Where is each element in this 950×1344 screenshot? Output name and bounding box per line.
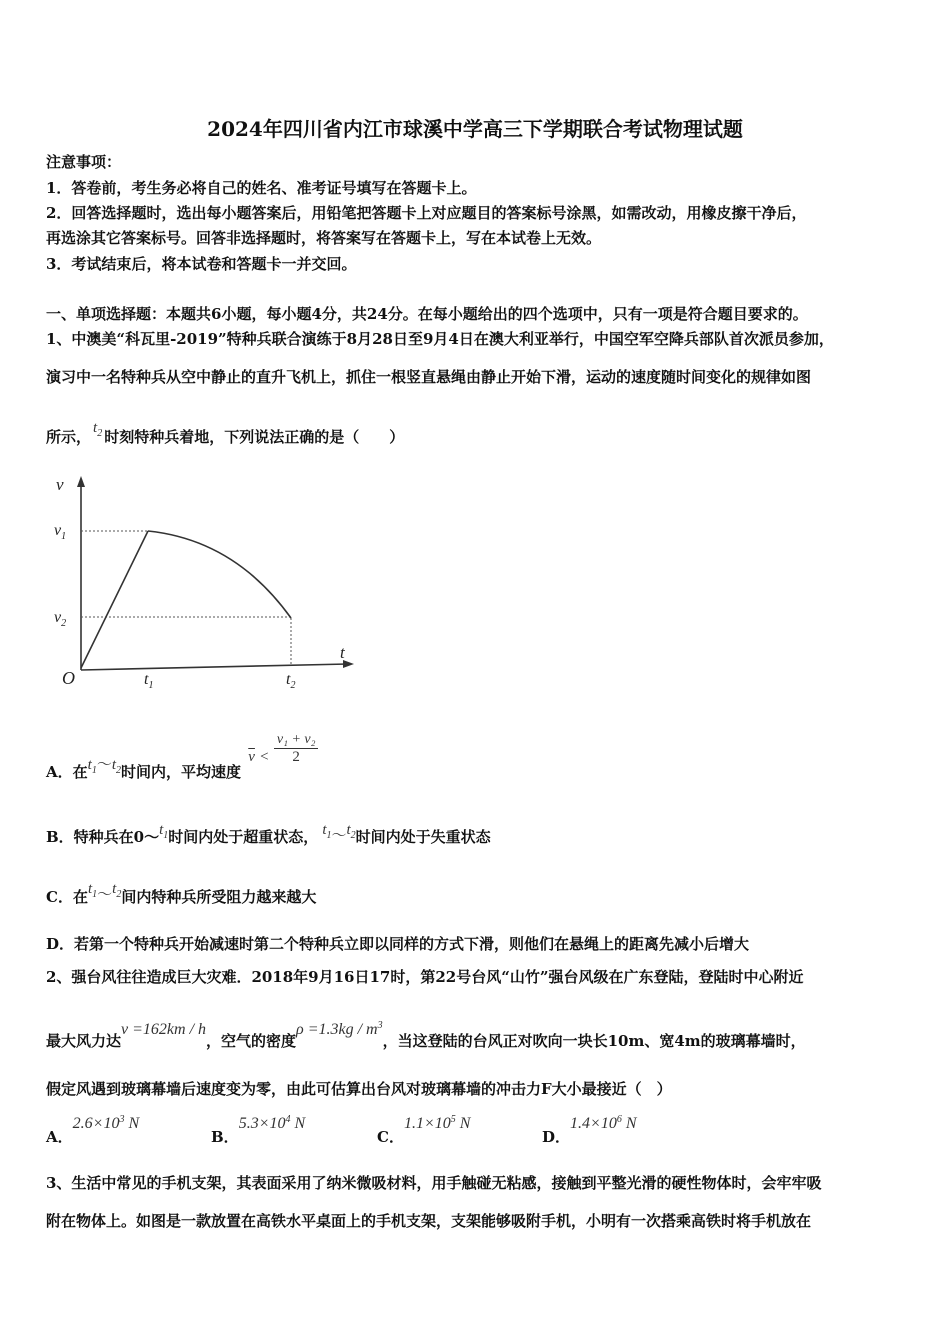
t-axis-label: t [340,643,345,662]
v2-label: $v_2$ [54,609,67,629]
q1-option-a: A．在$t_1\sim t_2$时间内，平均速度 $\overline{v}$ < $\frac{\text{v₁ + v₂}}{2}$ [46,732,318,766]
velocity-time-graph [50,470,360,695]
q3-line: 附在物体上。如图是一款放置在高铁水平桌面上的手机支架，支架能够吸附手机，小明有一次搭乘高铁时将手机放在 [46,1212,812,1230]
v-axis-arrow [77,476,85,487]
notice-heading: 注意事项： [46,153,122,171]
q3-line: 3、生活中常见的手机支架，其表面采用了纳米微吸材料，用手触碰无粘感，接触到平整光滑的硬性物体时，会牢牢吸 [46,1174,822,1192]
t1-label: $t_1$ [144,671,154,691]
q2-line: 2、强台风往往造成巨大灾难．2018年9月16日17时，第22号台风“山竹”强台风级在广东登陆，登陆时中心附近 [46,968,804,986]
acceleration-segment [81,531,148,668]
deceleration-curve [148,531,291,618]
notice-item: 3．考试结束后，将本试卷和答题卡一并交回。 [46,255,357,273]
q2-option-a: A．$2.6\times 10^3$ N [46,1114,140,1146]
q1-option-b: B．特种兵在$0\sim t_1$时间内处于超重状态， $t_1\sim t_2$时间内处于失重状态 [46,822,491,846]
notice-item: 2．回答选择题时，选出每小题答案后，用铅笔把答题卡上对应题目的答案标号涂黑，如需改动，用橡皮擦干净后， [46,204,807,222]
q2-line: 假定风遇到玻璃幕墙后速度变为零，由此可估算出台风对玻璃幕墙的冲击力F大小最接近（ ） [46,1080,672,1098]
origin-label: O [62,668,75,688]
section-heading: 一、单项选择题：本题共6小题，每小题4分，共24分。在每小题给出的四个选项中，只有一项是符合题目要求的。 [46,305,808,323]
page-title: 2024年四川省内江市球溪中学高三下学期联合考试物理试题 [207,117,743,141]
t-axis [81,664,348,670]
q2-option-d: D．$1.4\times 10^6$ N [542,1114,637,1146]
v-axis-label: v [56,475,64,494]
q2-option-c: C．$1.1\times 10^5$ N [377,1114,471,1146]
notice-item: 再选涂其它答案标号。回答非选择题时，将答案写在答题卡上，写在本试卷上无效。 [46,229,602,247]
t2-label: $t_2$ [286,671,296,691]
q1-line: 所示， $t_2$ 时刻特种兵着地，下列说法正确的是（ ） [46,420,405,446]
v1-label: $v_1$ [54,522,67,542]
q1-line: 1、中澳美“科瓦里-2019”特种兵联合演练于8月28日至9月4日在澳大利亚举行，中国空军空降兵部队首次派员参加， [46,330,834,348]
notice-item: 1．答卷前，考生务必将自己的姓名、准考证号填写在答题卡上。 [46,179,477,197]
q1-option-c: C．在$t_1\sim t_2$间内特种兵所受阻力越来越大 [46,881,317,906]
q2-line: 最大风力达v =162km / h，空气的密度$\rho =1.3kg / m^3$，当这登陆的台风正对吹向一块长10m、宽4m的玻璃幕墙时， [46,1020,806,1050]
q1-option-d: D．若第一个特种兵开始减速时第二个特种兵立即以同样的方式下滑，则他们在悬绳上的距离先减小后增大 [46,935,750,953]
q1-line: 演习中一名特种兵从空中静止的直升飞机上，抓住一根竖直悬绳由静止开始下滑，运动的速度随时间变化的规律如图 [46,368,812,386]
q2-option-b: B．$5.3\times 10^4$ N [211,1114,306,1146]
